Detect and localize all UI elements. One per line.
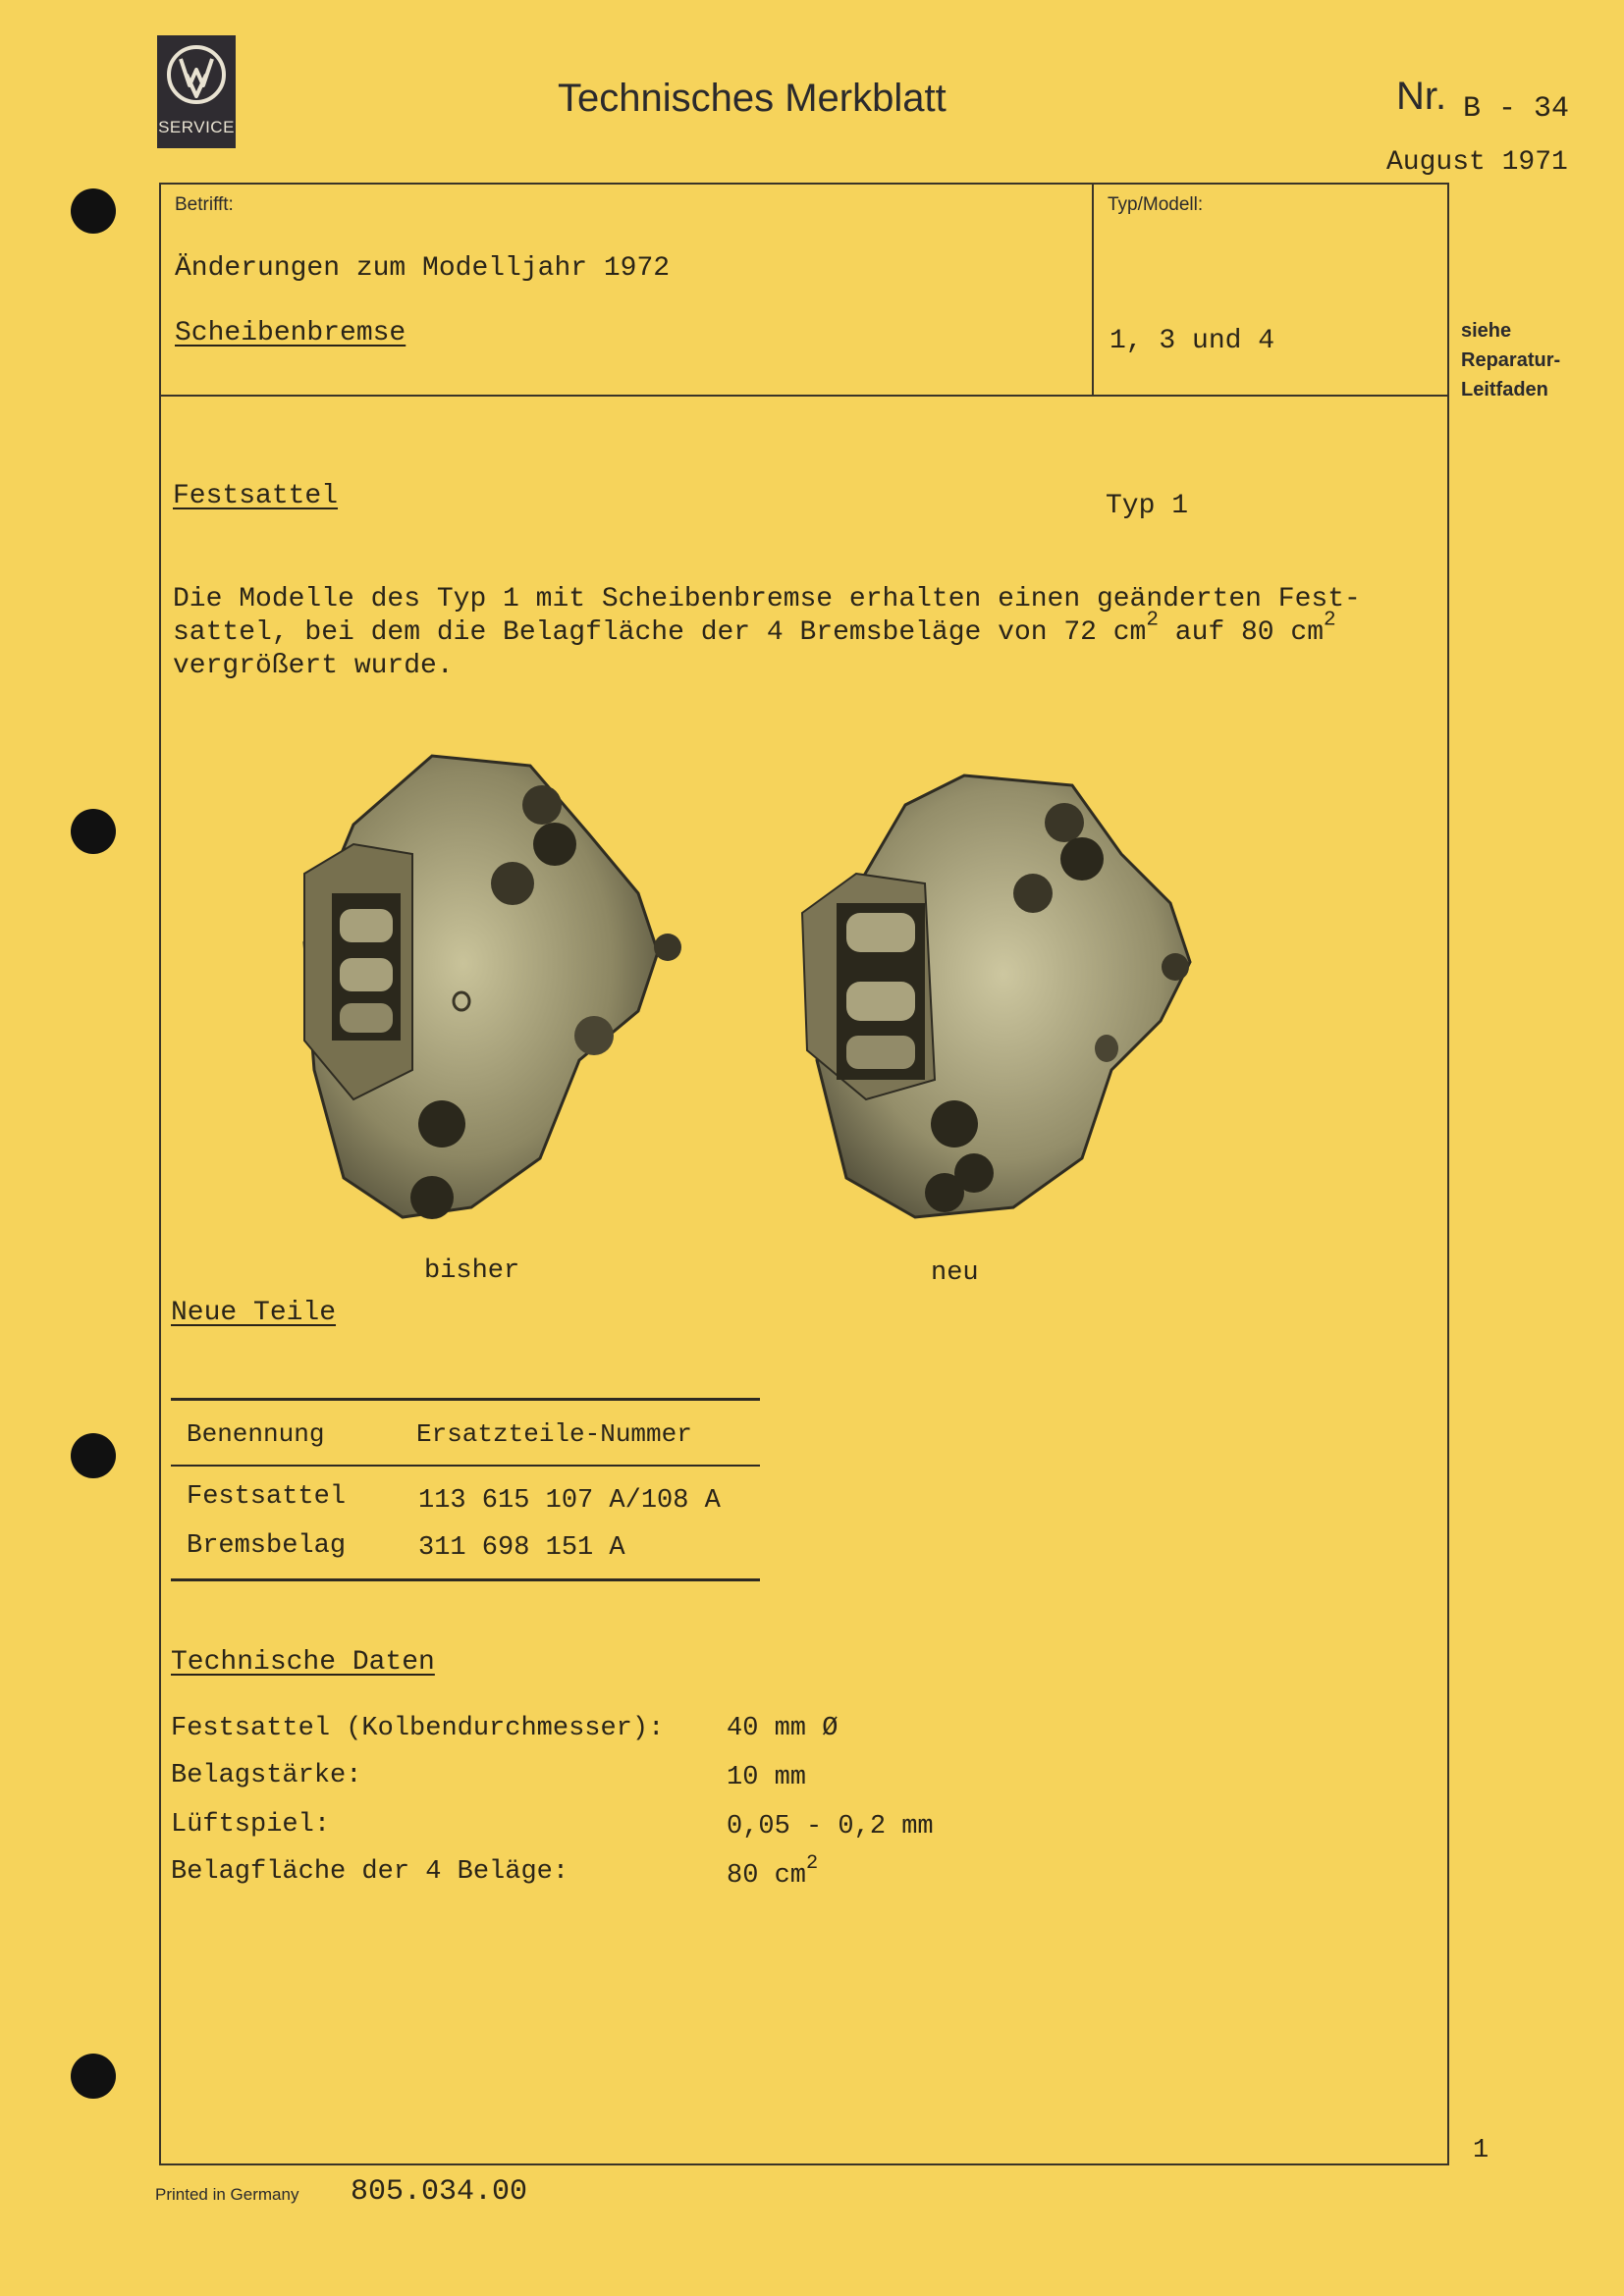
vw-logo-icon <box>165 43 228 106</box>
side-note-line: Reparatur- <box>1461 349 1561 371</box>
subject-line: Änderungen zum Modelljahr 1972 <box>175 253 671 284</box>
punch-hole <box>71 188 116 234</box>
table-header-name: Benennung <box>187 1419 325 1449</box>
document-title: Technisches Merkblatt <box>558 77 947 120</box>
table-cell-number: 311 698 151 A <box>418 1533 625 1563</box>
caliper-photo-bisher <box>285 746 697 1237</box>
table-cell-name: Festsattel <box>187 1482 347 1512</box>
repair-manual-note <box>1461 316 1560 404</box>
subject-topic: Scheibenbremse <box>175 318 406 348</box>
punch-hole <box>71 1433 116 1478</box>
printed-in-label: Printed in Germany <box>155 2185 299 2204</box>
form-number: 805.034.00 <box>351 2175 528 2209</box>
document-date: August 1971 <box>1386 147 1568 178</box>
model-label: Typ/Modell: <box>1108 194 1204 215</box>
caption-bisher: bisher <box>424 1256 520 1286</box>
table-rule <box>171 1398 760 1401</box>
tech-label: Belagstärke: <box>171 1761 362 1790</box>
section-heading-tech: Technische Daten <box>171 1647 435 1678</box>
tech-value: 40 mm Ø <box>727 1714 839 1743</box>
tech-label: Festsattel (Kolbendurchmesser): <box>171 1714 665 1743</box>
paragraph-text: vergrößert wurde. <box>173 651 454 681</box>
tech-value <box>727 1851 819 1891</box>
tech-value: 10 mm <box>727 1763 807 1792</box>
model-value: 1, 3 und 4 <box>1110 326 1275 356</box>
section-type-label: Typ 1 <box>1106 491 1189 521</box>
side-note-line: siehe <box>1461 320 1512 342</box>
side-note-line: Leitfaden <box>1461 379 1548 400</box>
tech-label: Lüftspiel: <box>171 1810 331 1840</box>
document-number: B - 34 <box>1463 92 1570 126</box>
superscript: 2 <box>1324 609 1336 632</box>
section-paragraph <box>173 583 1380 683</box>
vw-service-logo <box>157 35 236 148</box>
section-heading-festsattel: Festsattel <box>173 481 339 511</box>
paragraph-text: Die Modelle des Typ 1 mit Scheibenbremse erhalten einen geänderten Fest-sattel, bei dem die Belagfläche der 4 Bremsbeläge von 72 cm <box>173 584 1361 648</box>
section-heading-parts: Neue Teile <box>171 1298 337 1328</box>
table-cell-name: Bremsbelag <box>187 1531 347 1561</box>
number-label: Nr. <box>1396 75 1447 118</box>
table-rule <box>171 1578 760 1581</box>
tech-label: Belagfläche der 4 Beläge: <box>171 1857 569 1887</box>
page-number: 1 <box>1473 2136 1489 2165</box>
superscript: 2 <box>806 1851 819 1875</box>
service-label: SERVICE <box>158 118 235 136</box>
caliper-photo-neu <box>797 766 1210 1237</box>
table-rule <box>171 1465 760 1467</box>
subject-label: Betrifft: <box>175 194 234 215</box>
tech-value: 0,05 - 0,2 mm <box>727 1812 934 1842</box>
punch-hole <box>71 809 116 854</box>
paragraph-text: auf 80 cm <box>1158 617 1325 648</box>
superscript: 2 <box>1146 609 1159 632</box>
punch-hole <box>71 2054 116 2099</box>
table-cell-number: 113 615 107 A/108 A <box>418 1486 721 1516</box>
tech-value-text: 80 cm <box>727 1861 807 1891</box>
header-box-divider <box>159 395 1447 397</box>
model-column-divider <box>1092 183 1094 397</box>
caption-neu: neu <box>931 1258 979 1288</box>
table-header-number: Ersatzteile-Nummer <box>416 1419 692 1449</box>
